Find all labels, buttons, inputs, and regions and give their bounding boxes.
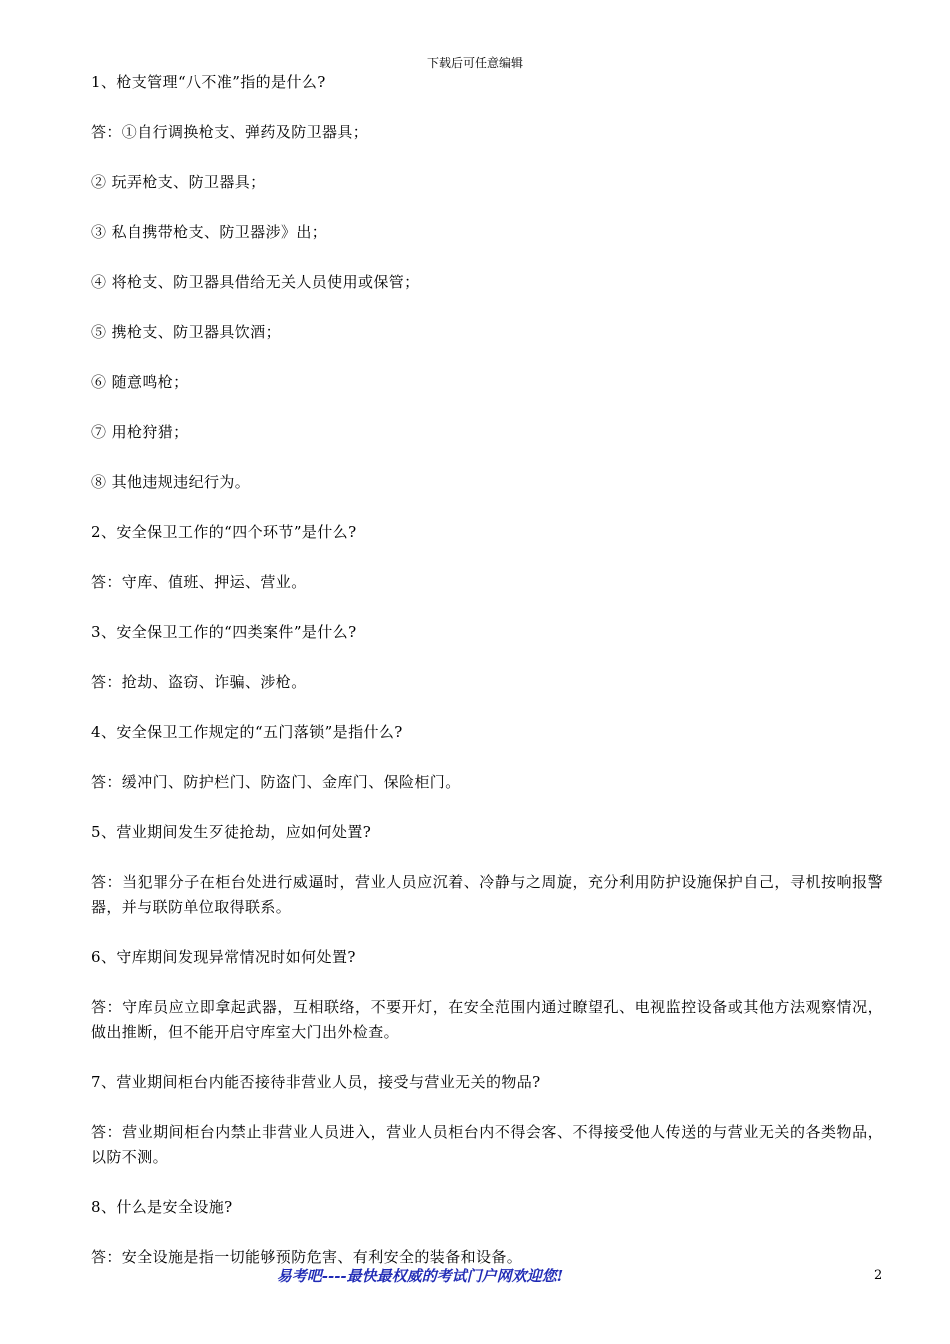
answer-6: 答：守库员应立即拿起武器，互相联络，不要开灯，在安全范围内通过瞭望孔、电视监控设备或其他方法观察情况，做出推断，但不能开启守库室大门出外检查。 bbox=[91, 998, 883, 1041]
answer-1-item-7: ⑦ 用枪狩猎； bbox=[91, 423, 189, 441]
answer-1-item-1: 答：①自行调换枪支、弹药及防卫器具； bbox=[91, 123, 369, 141]
document-body bbox=[91, 70, 883, 1295]
question-2: 2、安全保卫工作的“四个环节”是什么? bbox=[91, 523, 357, 541]
question-3: 3、安全保卫工作的“四类案件”是什么? bbox=[91, 623, 357, 641]
answer-1-item-6: ⑥ 随意鸣枪； bbox=[91, 373, 189, 391]
answer-8: 答：安全设施是指一切能够预防危害、有利安全的装备和设备。 bbox=[91, 1248, 523, 1266]
answer-1-item-8: ⑧ 其他违规违纪行为。 bbox=[91, 473, 251, 491]
answer-2: 答：守库、值班、押运、营业。 bbox=[91, 573, 307, 591]
question-5: 5、营业期间发生歹徒抢劫，应如何处置? bbox=[91, 823, 372, 841]
answer-4: 答：缓冲门、防护栏门、防盗门、金库门、保险柜门。 bbox=[91, 773, 461, 791]
page-header: 下载后可任意编辑 bbox=[426, 56, 523, 70]
question-8: 8、什么是安全设施? bbox=[91, 1198, 233, 1216]
answer-1-item-3: ③ 私自携带枪支、防卫器涉》出； bbox=[91, 223, 328, 241]
question-4: 4、安全保卫工作规定的“五门落锁”是指什么? bbox=[91, 723, 403, 741]
answer-1-item-4: ④ 将枪支、防卫器具借给无关人员使用或保管； bbox=[91, 273, 420, 291]
answer-7: 答：营业期间柜台内禁止非营业人员进入，营业人员柜台内不得会客、不得接受他人传送的与营业无关的各类物品，以防不测。 bbox=[91, 1123, 883, 1166]
question-7: 7、营业期间柜台内能否接待非营业人员，接受与营业无关的物品? bbox=[91, 1073, 541, 1091]
question-6: 6、守库期间发现异常情况时如何处置? bbox=[91, 948, 356, 966]
answer-1-item-2: ② 玩弄枪支、防卫器具； bbox=[91, 173, 266, 191]
answer-1-item-5: ⑤ 携枪支、防卫器具饮酒； bbox=[91, 323, 281, 341]
page-number: 2 bbox=[874, 1268, 883, 1283]
footer-slogan: 易考吧----最快最权威的考试门户网欢迎您! bbox=[276, 1267, 564, 1285]
question-1: 1、枪支管理“八不准”指的是什么? bbox=[91, 73, 326, 91]
answer-5: 答：当犯罪分子在柜台处进行威逼时，营业人员应沉着、冷静与之周旋，充分利用防护设施保护自己，寻机按响报警器，并与联防单位取得联系。 bbox=[91, 873, 883, 916]
answer-3: 答：抢劫、盗窃、诈骗、涉枪。 bbox=[91, 673, 307, 691]
